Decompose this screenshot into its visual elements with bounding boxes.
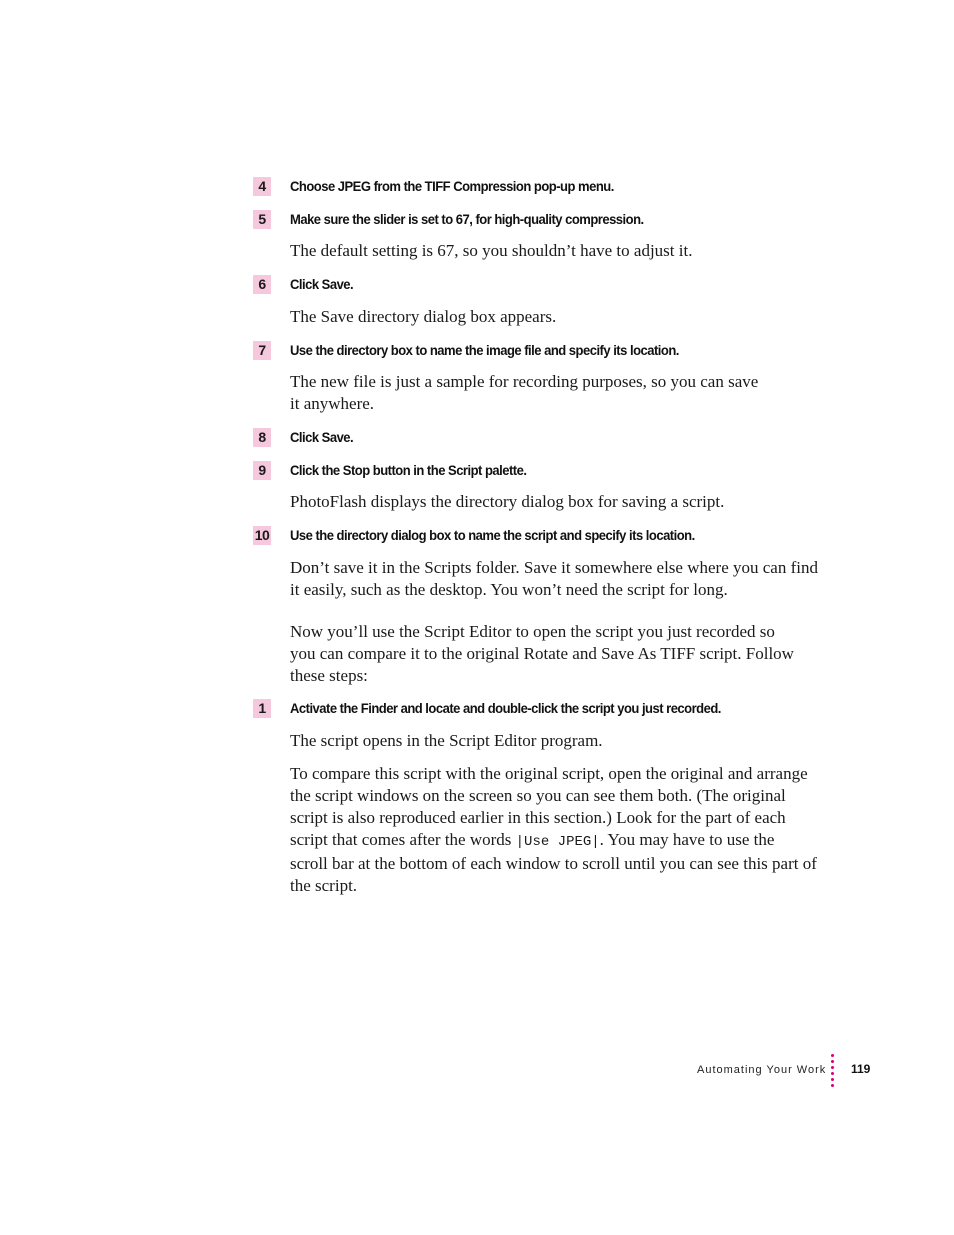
step-number: 8 [253,428,271,447]
body-paragraph [290,371,835,415]
paragraph-line: Now you’ll use the Script Editor to open the script you just recorded so [290,622,775,641]
step-number: 6 [253,275,271,294]
step-instruction: Click the Stop button in the Script palette. [290,462,527,478]
running-footer-title: Automating Your Work [697,1064,827,1076]
inline-text: script that comes after the words [290,830,516,849]
step-number: 5 [253,210,271,229]
compare-paragraph [290,763,835,897]
paragraph-line: the script windows on the screen so you can see them both. (The original [290,786,786,805]
paragraph-line: the script. [290,876,358,895]
step-instruction: Use the directory box to name the image file and specify its location. [290,342,679,358]
body-paragraph: The script opens in the Script Editor program. [290,731,603,750]
paragraph-line: To compare this script with the original script, open the original and arrange [290,764,808,783]
paragraph-line: scroll bar at the bottom of each window to scroll until you can see this part of [290,854,817,873]
paragraph-line: it easily, such as the desktop. You won’t need the script for long. [290,580,728,599]
step-number: 1 [253,699,271,718]
step-number: 10 [254,527,270,543]
paragraph-line: these steps: [290,666,368,685]
step-number: 7 [253,341,271,360]
footer-dot-divider [831,1054,835,1094]
body-paragraph: PhotoFlash displays the directory dialog box for saving a script. [290,492,725,511]
step-instruction: Click Save. [290,429,354,445]
body-paragraph: The Save directory dialog box appears. [290,307,557,326]
inline-code: |Use JPEG| [515,834,600,850]
inline-text: . You may have to use the [599,830,775,849]
step-instruction: Activate the Finder and locate and double-click the script you just recorded. [290,700,721,716]
body-paragraph [290,557,835,601]
step-number: 9 [253,461,271,480]
body-paragraph: The default setting is 67, so you shouldn’t have to adjust it. [290,241,693,260]
step-number: 4 [253,177,271,196]
paragraph-line: you can compare it to the original Rotate and Save As TIFF script. Follow [290,644,794,663]
step-instruction: Make sure the slider is set to 67, for high-quality compression. [290,211,644,227]
step-instruction: Choose JPEG from the TIFF Compression pop-up menu. [290,178,614,194]
step-instruction: Use the directory dialog box to name the script and specify its location. [290,527,695,543]
paragraph-line: script is also reproduced earlier in this section.) Look for the part of each [290,808,786,827]
paragraph-line: The new file is just a sample for recording purposes, so you can save [290,372,759,391]
step-instruction: Click Save. [290,276,354,292]
paragraph-line: Don’t save it in the Scripts folder. Save it somewhere else where you can find [290,558,818,577]
paragraph-line [290,829,835,853]
page-number: 119 [851,1062,871,1076]
paragraph-line: it anywhere. [290,394,375,413]
intro-paragraph [290,621,835,687]
